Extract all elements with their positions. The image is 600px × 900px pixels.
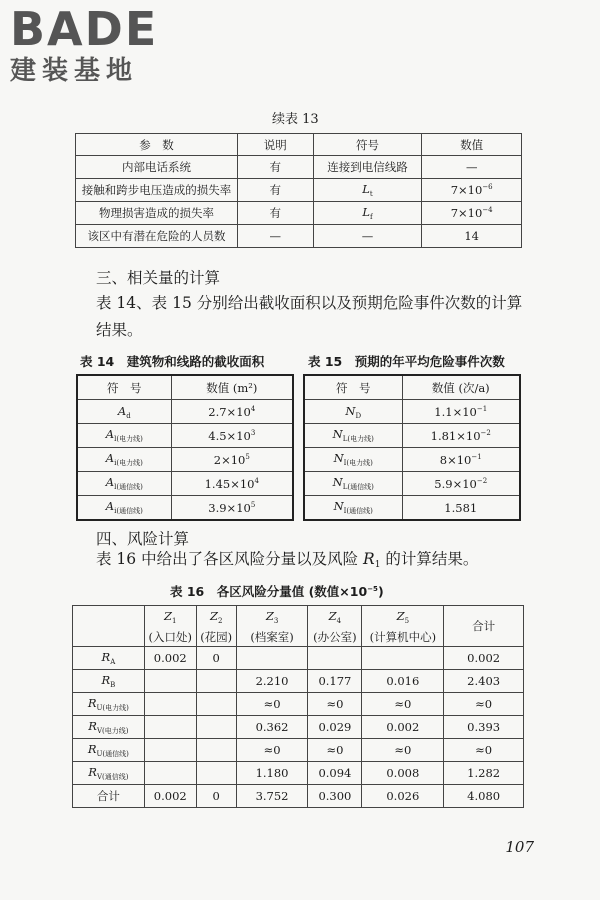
total-cell: 0.393 xyxy=(444,716,524,739)
value-cell: ≈0 xyxy=(236,739,308,762)
table13-header-note: 说明 xyxy=(237,134,313,156)
value-cell: 0.002 xyxy=(362,716,444,739)
zone-header: $Z_5$ (计算机中心) xyxy=(362,606,444,647)
symbol-cell: $A_d$ xyxy=(77,400,171,424)
param-cell: 内部电话系统 xyxy=(76,156,238,179)
value-cell xyxy=(144,670,196,693)
table-row xyxy=(77,496,293,521)
table14-caption: 表 14 建筑物和线路的截收面积 xyxy=(80,354,265,369)
section3-heading: 三、相关量的计算 xyxy=(96,269,221,287)
section4-paragraph: 表 16 中给出了各区风险分量以及风险 $R_1$ 的计算结果。 xyxy=(96,550,479,570)
table-row xyxy=(304,448,520,472)
symbol-cell: — xyxy=(313,225,422,248)
value-cell: 0.362 xyxy=(236,716,308,739)
value-cell: $7\times 10^{-4}$ xyxy=(422,202,522,225)
value-cell: 1.180 xyxy=(236,762,308,785)
value-cell xyxy=(144,693,196,716)
value-cell xyxy=(196,762,236,785)
table13-caption: 续表 13 xyxy=(272,112,319,127)
logo-subtitle: 建装基地 xyxy=(10,56,139,86)
table14-header-value: 数值 (m²) xyxy=(171,375,293,400)
value-cell: $1.45\times 10^4$ xyxy=(171,472,293,496)
total-cell: 3.752 xyxy=(236,785,308,808)
table13 xyxy=(75,133,522,248)
value-cell: $1.81\times 10^{-2}$ xyxy=(402,424,520,448)
page-number: 107 xyxy=(505,838,534,856)
table15-header-value: 数值 (次/a) xyxy=(402,375,520,400)
total-cell: 0.002 xyxy=(444,647,524,670)
table-row xyxy=(77,448,293,472)
risk-label: $R_{V(通信线)}$ xyxy=(73,762,145,785)
note-cell: — xyxy=(237,225,313,248)
table15-header-symbol: 符 号 xyxy=(304,375,402,400)
table-row xyxy=(73,647,524,670)
table-row xyxy=(76,225,522,248)
value-cell: 1.581 xyxy=(402,496,520,521)
value-cell: $2\times 10^5$ xyxy=(171,448,293,472)
table-row xyxy=(73,739,524,762)
table-row xyxy=(304,400,520,424)
value-cell: 0.016 xyxy=(362,670,444,693)
note-cell: 有 xyxy=(237,202,313,225)
table-row xyxy=(304,472,520,496)
value-cell: $7\times 10^{-6}$ xyxy=(422,179,522,202)
total-cell: ≈0 xyxy=(444,693,524,716)
value-cell: $2.7\times 10^4$ xyxy=(171,400,293,424)
table-row xyxy=(73,762,524,785)
zone-header: $Z_2$ (花园) xyxy=(196,606,236,647)
value-cell: ≈0 xyxy=(308,693,362,716)
table14 xyxy=(76,374,294,521)
table15-caption: 表 15 预期的年平均危险事件次数 xyxy=(308,354,505,369)
logo-wordmark: BADE xyxy=(10,2,159,56)
total-cell: 0.300 xyxy=(308,785,362,808)
table-row xyxy=(77,400,293,424)
value-cell xyxy=(144,739,196,762)
table14-header-symbol: 符 号 xyxy=(77,375,171,400)
section4-heading: 四、风险计算 xyxy=(96,530,190,548)
value-cell: $8\times 10^{-1}$ xyxy=(402,448,520,472)
param-cell: 接触和跨步电压造成的损失率 xyxy=(76,179,238,202)
table-row xyxy=(73,693,524,716)
table-row xyxy=(76,179,522,202)
value-cell: 0.008 xyxy=(362,762,444,785)
symbol-cell: $A_{i(电力线)}$ xyxy=(77,448,171,472)
zone-header: $Z_4$ (办公室) xyxy=(308,606,362,647)
table-row xyxy=(304,496,520,521)
value-cell xyxy=(236,647,308,670)
total-cell: ≈0 xyxy=(444,739,524,762)
symbol-cell: $A_{i(通信线)}$ xyxy=(77,496,171,521)
risk-label: $R_{V(电力线)}$ xyxy=(73,716,145,739)
total-cell: 0 xyxy=(196,785,236,808)
total-cell: 2.403 xyxy=(444,670,524,693)
brand-logo xyxy=(10,4,158,86)
table-total-row xyxy=(73,785,524,808)
total-cell: 0.002 xyxy=(144,785,196,808)
table15 xyxy=(303,374,521,521)
symbol-cell: $L_t$ xyxy=(313,179,422,202)
note-cell: 有 xyxy=(237,156,313,179)
total-cell: 0.026 xyxy=(362,785,444,808)
zone-header: $Z_3$ (档案室) xyxy=(236,606,308,647)
table13-header-param: 参 数 xyxy=(76,134,238,156)
symbol-cell: $N_{I(通信线)}$ xyxy=(304,496,402,521)
value-cell xyxy=(196,739,236,762)
value-cell xyxy=(196,693,236,716)
value-cell: ≈0 xyxy=(236,693,308,716)
risk-label: $R_A$ xyxy=(73,647,145,670)
table13-header-symbol: 符号 xyxy=(313,134,422,156)
value-cell: ≈0 xyxy=(362,693,444,716)
table16 xyxy=(72,605,524,808)
symbol-cell: $A_{l(电力线)}$ xyxy=(77,424,171,448)
value-cell: 2.210 xyxy=(236,670,308,693)
symbol-cell: 连接到电信线路 xyxy=(313,156,422,179)
table16-corner xyxy=(73,606,145,647)
total-cell: 1.282 xyxy=(444,762,524,785)
value-cell xyxy=(196,670,236,693)
value-cell xyxy=(362,647,444,670)
param-cell: 物理损害造成的损失率 xyxy=(76,202,238,225)
note-cell: 有 xyxy=(237,179,313,202)
table-row xyxy=(73,670,524,693)
value-cell: ≈0 xyxy=(308,739,362,762)
table-row xyxy=(77,472,293,496)
symbol-cell: $A_{l(通信线)}$ xyxy=(77,472,171,496)
value-cell: 0 xyxy=(196,647,236,670)
risk-label: $R_{U(通信线)}$ xyxy=(73,739,145,762)
symbol-cell: $N_{I(电力线)}$ xyxy=(304,448,402,472)
value-cell: 0.177 xyxy=(308,670,362,693)
table13-header-value: 数值 xyxy=(422,134,522,156)
value-cell: 0.002 xyxy=(144,647,196,670)
table-row xyxy=(76,156,522,179)
value-cell: $1.1\times 10^{-1}$ xyxy=(402,400,520,424)
risk-label: $R_{U(电力线)}$ xyxy=(73,693,145,716)
value-cell xyxy=(196,716,236,739)
total-row-label: 合计 xyxy=(73,785,145,808)
value-cell: 0.094 xyxy=(308,762,362,785)
value-cell: 14 xyxy=(422,225,522,248)
table16-caption: 表 16 各区风险分量值 (数值$\times 10^{-5}$) xyxy=(170,584,384,599)
symbol-cell: $N_{L(通信线)}$ xyxy=(304,472,402,496)
value-cell: $3.9\times 10^5$ xyxy=(171,496,293,521)
zone-header: $Z_1$ (入口处) xyxy=(144,606,196,647)
value-cell xyxy=(308,647,362,670)
section3-paragraph: 表 14、表 15 分别给出截收面积以及预期危险事件次数的计算结果。 xyxy=(96,294,523,339)
symbol-cell: $N_{L(电力线)}$ xyxy=(304,424,402,448)
symbol-cell: $L_f$ xyxy=(313,202,422,225)
value-cell xyxy=(144,762,196,785)
value-cell: 0.029 xyxy=(308,716,362,739)
param-cell: 该区中有潜在危险的人员数 xyxy=(76,225,238,248)
table-row xyxy=(73,716,524,739)
table-row xyxy=(76,202,522,225)
grand-total-cell: 4.080 xyxy=(444,785,524,808)
value-cell: ≈0 xyxy=(362,739,444,762)
risk-label: $R_B$ xyxy=(73,670,145,693)
symbol-cell: $N_D$ xyxy=(304,400,402,424)
value-cell xyxy=(144,716,196,739)
value-cell: $5.9\times 10^{-2}$ xyxy=(402,472,520,496)
value-cell: — xyxy=(422,156,522,179)
total-header: 合计 xyxy=(444,606,524,647)
table-row xyxy=(77,424,293,448)
value-cell: $4.5\times 10^3$ xyxy=(171,424,293,448)
table-row xyxy=(304,424,520,448)
